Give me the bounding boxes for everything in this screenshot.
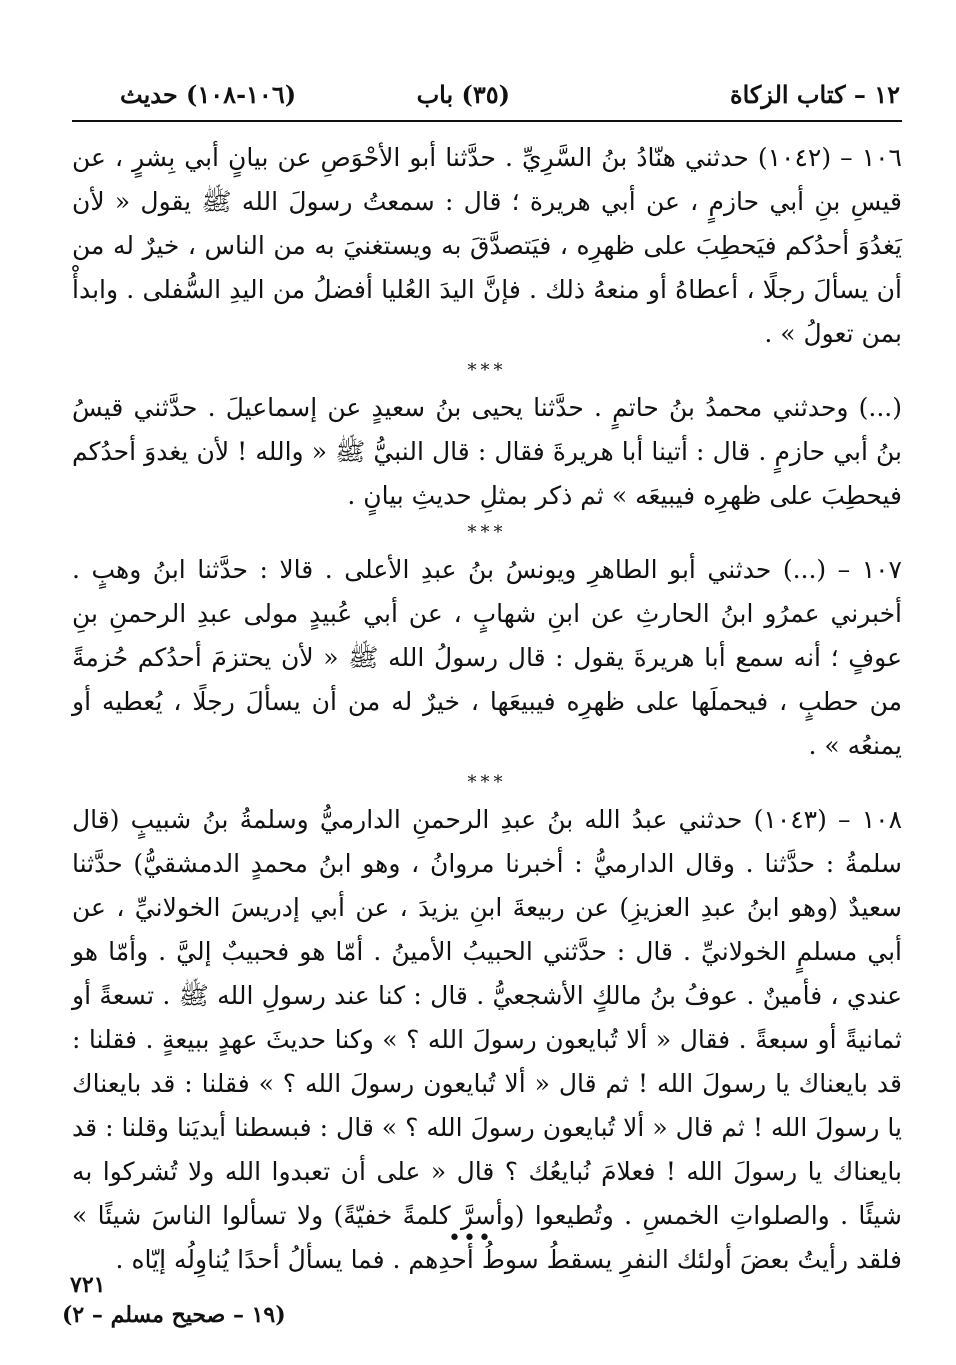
header-rule (72, 120, 902, 122)
end-ornament: ••• (448, 1226, 493, 1251)
book-title: ١٢ – كتاب الزكاة (730, 80, 900, 109)
running-header (60, 80, 900, 120)
page-number: ٧٢١ (70, 1272, 106, 1298)
hadith-106: ١٠٦ – (١٠٤٢) حدثني هنّادُ بنُ السَّرِيِّ . حدَّثنا أبو الأحْوَصِ عن بيانٍ أبي بِشرٍ ، عن قيسِ بنِ أبي حازمٍ ، عن أبي هريرة ؛ قال : سمعتُ رسولَ الله ﷺ يقول « لأن يَغدُوَ أحدُكم فيَحطِبَ على ظهرِه ، فيَتصدَّقَ به ويستغنيَ به من الناس ، خيرٌ له من أن يسألَ رجلًا ، أعطاهُ أو منعهُ ذلك . فإنَّ اليدَ العُليا أفضلُ من اليدِ السُّفلى . وابدأْ بمن تعولُ » . (72, 143, 902, 348)
hadith-107: ١٠٧ – (...) حدثني أبو الطاهرِ ويونسُ بنُ عبدِ الأعلى . قالا : حدَّثنا ابنُ وهبٍ . أخبرني عمرُو ابنُ الحارثِ عن ابنِ شهابٍ ، عن أبي عُبيدٍ مولى عبدِ الرحمنِ بنِ عوفٍ ؛ أنه سمع أبا هريرةَ يقول : قال رسولُ الله ﷺ « لأن يحتزمَ أحدُكم حُزمةً من حطبٍ ، فيحملَها على ظهرِه فيبيعَها ، خيرٌ له من أن يسألَ رجلًا ، يُعطيه أو يمنعُه » . (72, 555, 902, 760)
printer-signature: (١٩ – صحيح مسلم – ٢) (62, 1302, 286, 1328)
hadith-range: (١٠٦-١٠٨) حديث (120, 80, 297, 109)
separator-stars: *** (467, 772, 507, 793)
hadith-108: ١٠٨ – (١٠٤٣) حدثني عبدُ الله بنُ عبدِ الرحمنِ الدارميُّ وسلمةُ بنُ شبيبٍ (قال سلمةُ : حدَّثنا . وقال الدارميُّ : أخبرنا مروانُ ، وهو ابنُ محمدٍ الدمشقيُّ) حدَّثنا سعيدٌ (وهو ابنُ عبدِ العزيزِ) عن ربيعةَ ابنِ يزيدَ ، عن أبي إدريسَ الخولانيِّ ، عن أبي مسلمٍ الخولانيِّ . قال : حدَّثني الحبيبُ الأمينُ . أمّا هو فحبيبٌ إليَّ . وأمّا هو عندي ، فأمينٌ . عوفُ بنُ مالكٍ الأشجعيُّ . قال : كنا عند رسولِ الله ﷺ . تسعةً أو ثمانيةً أو سبعةً . فقال « ألا تُبايعون رسولَ الله ؟ » وكنا حديثَ عهدٍ ببيعةٍ . فقلنا : قد بايعناك يا رسولَ الله ! ثم قال « ألا تُبايعون رسولَ الله ؟ » فقلنا : قد بايعناك يا رسولَ الله ! ثم قال « ألا تُبايعون رسولَ الله ؟ » قال : فبسطنا أيديَنا وقلنا : قد بايعناك يا رسولَ الله ! فعلامَ نُبايعُك ؟ قال « على أن تعبدوا الله ولا تُشركوا به شيئًا . والصلواتِ الخمسِ . وتُطيعوا (وأسرَّ كلمةً خفيّةً) ولا تسألوا الناسَ شيئًا » فلقد رأيتُ بعضَ أولئك النفرِ يسقطُ سوطُ أحدِهم . فما يسألُ أحدًا يُناوِلُه إيّاه . (72, 805, 903, 1274)
page-body (72, 136, 902, 1282)
chapter-label: (٣٥) باب (416, 80, 510, 109)
separator-stars: *** (467, 522, 507, 543)
hadith-106-variant: (...) وحدثني محمدُ بنُ حاتمٍ . حدَّثنا يحيى بنُ سعيدٍ عن إسماعيلَ . حدَّثني قيسُ بنُ أبي حازمٍ . قال : أتينا أبا هريرةَ فقال : قال النبيُّ ﷺ « والله ! لأن يغدوَ أحدُكم فيحطِبَ على ظهرِه فيبيعَه » ثم ذكر بمثلِ حديثِ بيانٍ . (72, 393, 902, 510)
separator-stars: *** (467, 360, 507, 381)
